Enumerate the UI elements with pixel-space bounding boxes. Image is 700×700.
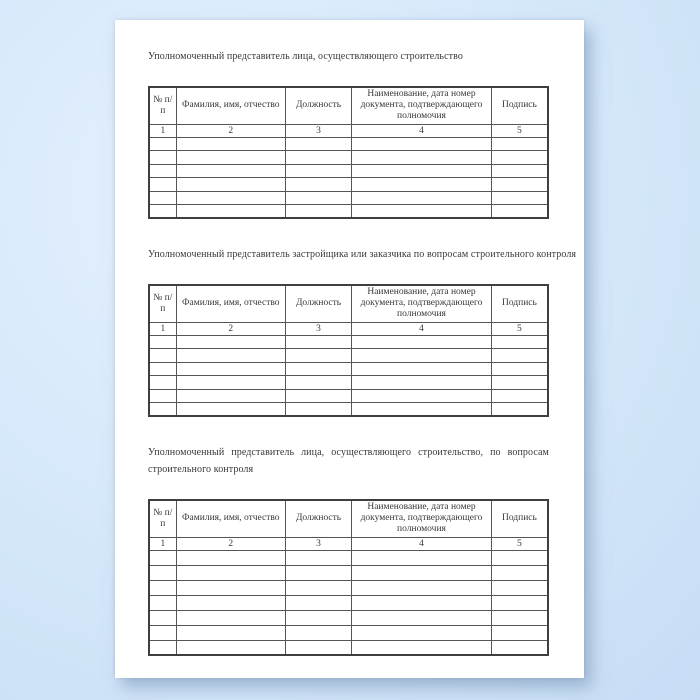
empty-cell	[149, 349, 176, 363]
empty-cell	[176, 389, 285, 403]
empty-cell	[176, 595, 285, 610]
empty-cell	[176, 137, 285, 151]
empty-cell	[149, 550, 176, 565]
empty-cell	[285, 164, 351, 178]
column-header: Подпись	[491, 285, 548, 322]
empty-row	[149, 640, 548, 655]
column-header: Фамилия, имя, отчество	[176, 87, 285, 124]
empty-cell	[176, 205, 285, 219]
column-header: Должность	[285, 285, 351, 322]
empty-cell	[149, 205, 176, 219]
empty-row	[149, 191, 548, 205]
representatives-table	[148, 284, 549, 417]
header-row	[149, 285, 548, 322]
empty-cell	[149, 580, 176, 595]
empty-row	[149, 164, 548, 178]
empty-cell	[149, 595, 176, 610]
section-builder-representative	[148, 48, 549, 219]
empty-row	[149, 205, 548, 219]
column-number-cell: 1	[149, 124, 176, 137]
empty-row	[149, 550, 548, 565]
empty-cell	[285, 376, 351, 390]
empty-row	[149, 151, 548, 165]
empty-cell	[176, 151, 285, 165]
empty-cell	[149, 389, 176, 403]
empty-cell	[491, 178, 548, 192]
empty-cell	[352, 389, 492, 403]
empty-cell	[149, 137, 176, 151]
empty-cell	[176, 640, 285, 655]
empty-cell	[352, 137, 492, 151]
column-header: Должность	[285, 87, 351, 124]
empty-cell	[352, 191, 492, 205]
empty-cell	[176, 565, 285, 580]
empty-cell	[149, 362, 176, 376]
column-number-row	[149, 322, 548, 335]
empty-cell	[285, 550, 351, 565]
empty-cell	[285, 610, 351, 625]
empty-cell	[491, 565, 548, 580]
empty-cell	[176, 625, 285, 640]
column-header: Наименование, дата номер документа, подтверждающего полномочия	[352, 285, 492, 322]
column-header: № п/п	[149, 285, 176, 322]
empty-cell	[285, 362, 351, 376]
empty-row	[149, 137, 548, 151]
representatives-table	[148, 86, 549, 219]
empty-cell	[491, 625, 548, 640]
empty-cell	[491, 640, 548, 655]
column-number-cell: 2	[176, 537, 285, 550]
empty-cell	[285, 335, 351, 349]
empty-cell	[352, 151, 492, 165]
column-number-cell: 5	[491, 124, 548, 137]
table-body	[149, 87, 548, 218]
empty-cell	[352, 580, 492, 595]
empty-row	[149, 625, 548, 640]
empty-cell	[285, 191, 351, 205]
header-row	[149, 500, 548, 537]
empty-cell	[176, 580, 285, 595]
empty-cell	[352, 164, 492, 178]
column-header: Фамилия, имя, отчество	[176, 285, 285, 322]
header-row	[149, 87, 548, 124]
empty-cell	[352, 595, 492, 610]
column-header: Фамилия, имя, отчество	[176, 500, 285, 537]
empty-cell	[491, 335, 548, 349]
table-body	[149, 500, 548, 655]
empty-cell	[352, 205, 492, 219]
empty-cell	[149, 565, 176, 580]
document-page	[115, 20, 584, 678]
empty-cell	[285, 178, 351, 192]
section-client-control-representative	[148, 246, 577, 417]
empty-cell	[491, 580, 548, 595]
empty-cell	[285, 580, 351, 595]
empty-cell	[352, 335, 492, 349]
empty-row	[149, 565, 548, 580]
empty-cell	[176, 191, 285, 205]
empty-row	[149, 595, 548, 610]
empty-cell	[149, 178, 176, 192]
empty-row	[149, 349, 548, 363]
section-title: Уполномоченный представитель лица, осуществляющего строительство, по вопросам строительного контроля	[148, 447, 549, 475]
empty-cell	[176, 362, 285, 376]
empty-cell	[149, 610, 176, 625]
empty-row	[149, 362, 548, 376]
empty-cell	[491, 610, 548, 625]
column-number-cell: 4	[352, 124, 492, 137]
section-title: Уполномоченный представитель застройщика или заказчика по вопросам строительного контроля	[148, 249, 577, 260]
empty-cell	[285, 625, 351, 640]
column-number-cell: 5	[491, 537, 548, 550]
empty-cell	[149, 151, 176, 165]
column-header: Должность	[285, 500, 351, 537]
column-number-cell: 1	[149, 322, 176, 335]
column-number-cell: 3	[285, 322, 351, 335]
empty-cell	[491, 164, 548, 178]
empty-cell	[491, 205, 548, 219]
representatives-table	[148, 499, 549, 656]
section-builder-control-representative	[148, 444, 549, 656]
empty-cell	[285, 349, 351, 363]
empty-cell	[285, 389, 351, 403]
empty-cell	[491, 191, 548, 205]
column-header: Подпись	[491, 500, 548, 537]
column-number-cell: 2	[176, 322, 285, 335]
empty-row	[149, 376, 548, 390]
empty-cell	[149, 191, 176, 205]
empty-cell	[352, 178, 492, 192]
empty-cell	[352, 640, 492, 655]
empty-cell	[176, 164, 285, 178]
column-number-cell: 4	[352, 322, 492, 335]
empty-cell	[149, 164, 176, 178]
empty-cell	[491, 595, 548, 610]
empty-cell	[176, 550, 285, 565]
empty-row	[149, 403, 548, 417]
empty-cell	[149, 625, 176, 640]
empty-cell	[285, 565, 351, 580]
empty-cell	[491, 151, 548, 165]
empty-row	[149, 178, 548, 192]
column-number-cell: 1	[149, 537, 176, 550]
column-header: Подпись	[491, 87, 548, 124]
column-number-cell: 4	[352, 537, 492, 550]
empty-row	[149, 580, 548, 595]
empty-cell	[352, 625, 492, 640]
empty-cell	[176, 349, 285, 363]
column-header: № п/п	[149, 87, 176, 124]
empty-cell	[149, 403, 176, 417]
empty-cell	[352, 610, 492, 625]
empty-cell	[285, 403, 351, 417]
empty-cell	[285, 595, 351, 610]
empty-cell	[491, 550, 548, 565]
column-number-cell: 3	[285, 124, 351, 137]
empty-cell	[491, 362, 548, 376]
section-title: Уполномоченный представитель лица, осуществляющего строительство	[148, 51, 463, 62]
empty-cell	[176, 610, 285, 625]
empty-cell	[352, 349, 492, 363]
column-header: Наименование, дата номер документа, подтверждающего полномочия	[352, 87, 492, 124]
empty-cell	[352, 362, 492, 376]
empty-row	[149, 335, 548, 349]
column-number-cell: 2	[176, 124, 285, 137]
empty-cell	[491, 403, 548, 417]
column-number-row	[149, 537, 548, 550]
column-number-cell: 3	[285, 537, 351, 550]
empty-cell	[491, 389, 548, 403]
empty-cell	[176, 403, 285, 417]
empty-cell	[352, 550, 492, 565]
empty-cell	[352, 403, 492, 417]
column-number-cell: 5	[491, 322, 548, 335]
empty-cell	[352, 565, 492, 580]
empty-row	[149, 610, 548, 625]
empty-cell	[491, 137, 548, 151]
empty-cell	[491, 376, 548, 390]
column-header: Наименование, дата номер документа, подтверждающего полномочия	[352, 500, 492, 537]
empty-cell	[149, 640, 176, 655]
empty-cell	[491, 349, 548, 363]
empty-cell	[352, 376, 492, 390]
table-body	[149, 285, 548, 416]
empty-cell	[176, 178, 285, 192]
column-number-row	[149, 124, 548, 137]
column-header: № п/п	[149, 500, 176, 537]
empty-cell	[176, 376, 285, 390]
empty-cell	[149, 376, 176, 390]
empty-cell	[285, 205, 351, 219]
empty-cell	[285, 640, 351, 655]
empty-cell	[285, 137, 351, 151]
empty-cell	[285, 151, 351, 165]
empty-cell	[176, 335, 285, 349]
empty-cell	[149, 335, 176, 349]
empty-row	[149, 389, 548, 403]
